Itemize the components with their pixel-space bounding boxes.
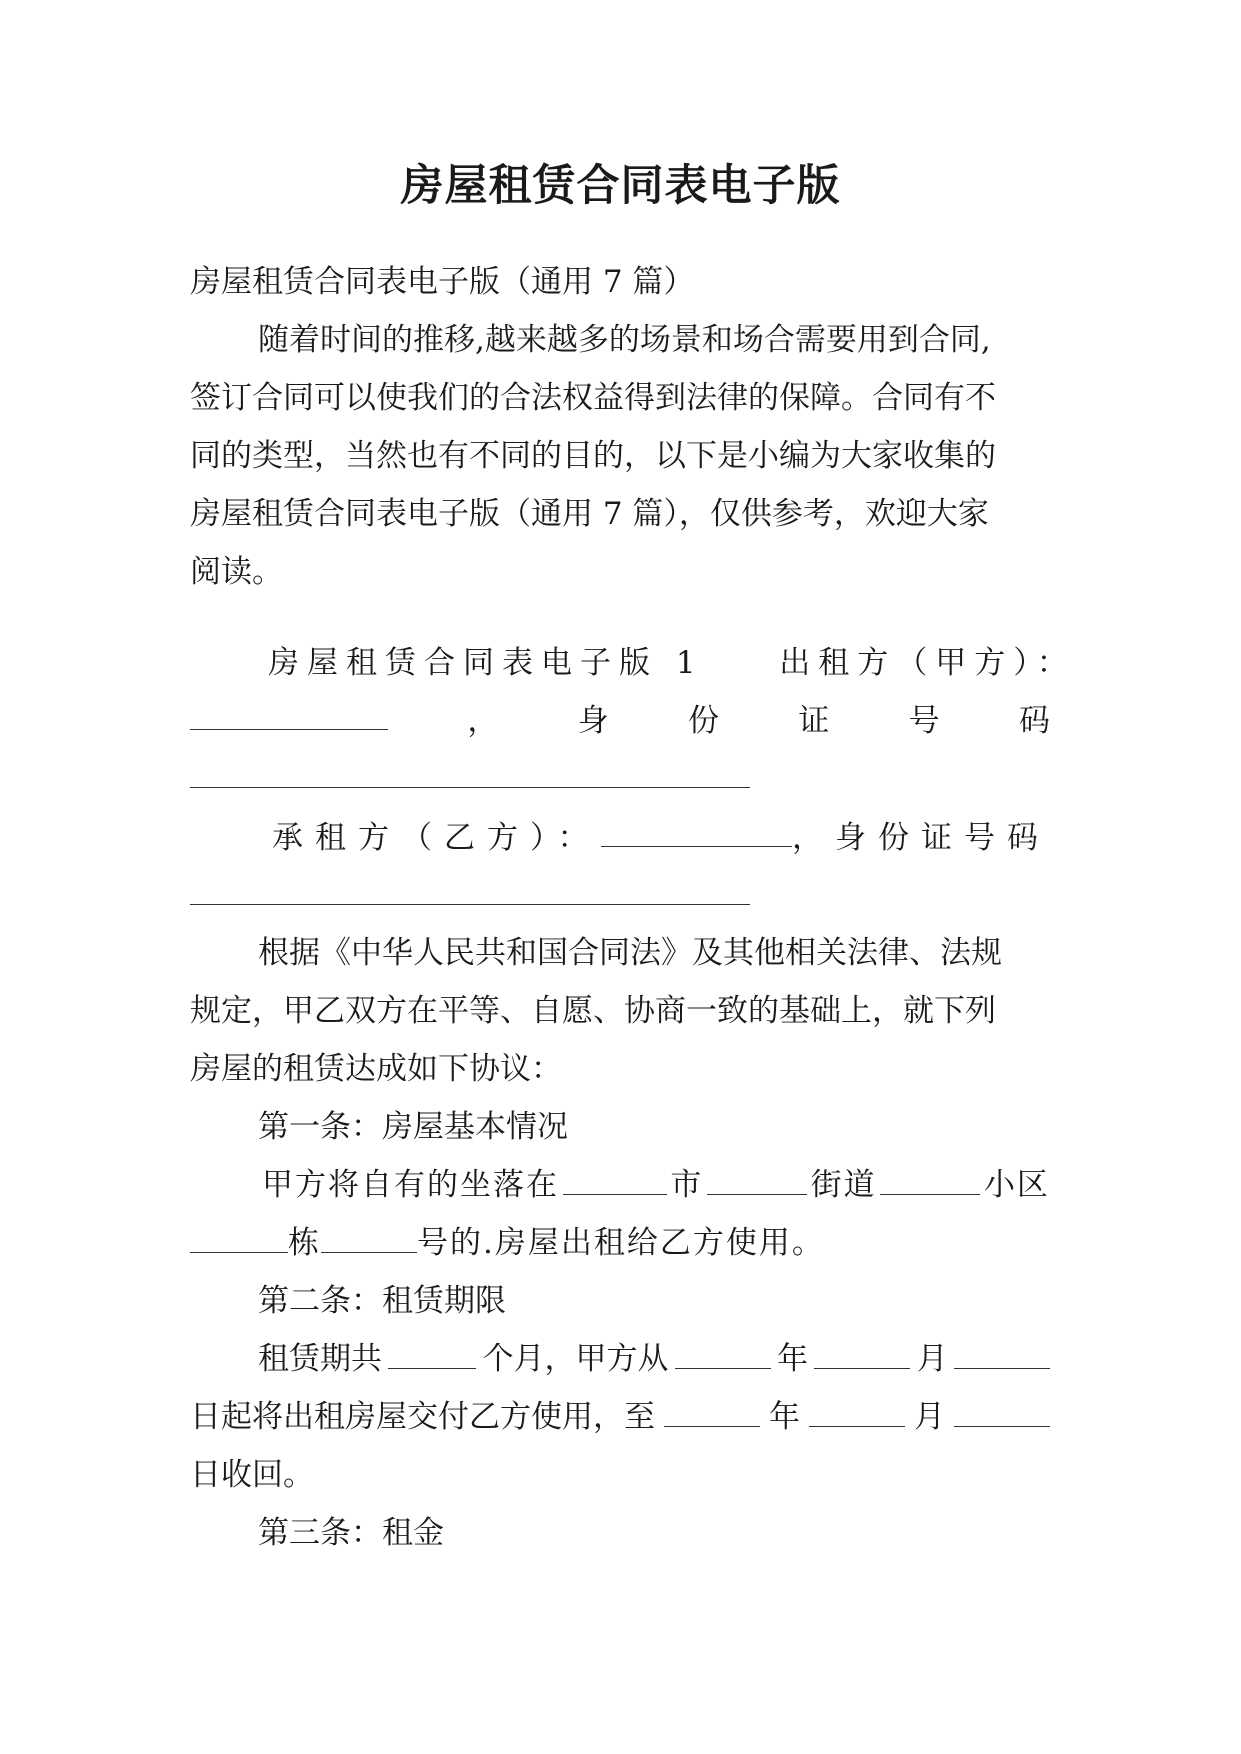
article1-line-2 <box>190 1223 1050 1263</box>
lessee-id-blank[interactable] <box>190 904 750 905</box>
end-year-blank[interactable] <box>664 1398 760 1427</box>
street-label: 街道 <box>810 1167 877 1203</box>
id-char-2: 份 <box>687 703 719 739</box>
lessor-id-line <box>190 701 1050 741</box>
start-year-label: 年 <box>777 1341 809 1377</box>
article2-title: 第二条：租赁期限 <box>258 1283 506 1319</box>
end-month-blank[interactable] <box>809 1398 905 1427</box>
end-day-blank[interactable] <box>954 1398 1050 1427</box>
lessor-label: 出租方（甲方）： <box>779 645 1076 681</box>
article1-title: 第一条：房屋基本情况 <box>258 1109 568 1145</box>
contract-heading-line <box>268 643 1076 683</box>
basis-line-2: 规定，甲乙双方在平等、自愿、协商一致的基础上，就下列 <box>190 993 996 1029</box>
basis-line-3: 房屋的租赁达成如下协议： <box>190 1051 562 1087</box>
lessor-id-blank[interactable] <box>190 787 750 788</box>
article3-title: 第三条：租金 <box>258 1515 444 1551</box>
id-char-4: 号 <box>908 703 940 739</box>
building-label: 栋 <box>288 1225 321 1261</box>
id-char-1: 身 <box>577 703 609 739</box>
article1-rest: 号的.房屋出租给乙方使用。 <box>417 1225 825 1261</box>
lessor-name-blank[interactable] <box>190 701 388 730</box>
article2-line-2 <box>190 1397 1050 1437</box>
basis-line-1: 根据《中华人民共和国合同法》及其他相关法律、法规 <box>258 935 1002 971</box>
start-month-label: 月 <box>916 1341 948 1377</box>
article1-location-prefix: 甲方将自有的坐落在 <box>262 1167 559 1203</box>
building-blank[interactable] <box>190 1224 288 1253</box>
lessee-id-label: ，身份证号码 <box>792 820 1050 856</box>
period-prefix: 租赁期共 <box>258 1341 382 1377</box>
end-month-label: 月 <box>914 1399 945 1435</box>
start-year-blank[interactable] <box>675 1340 771 1369</box>
months-blank[interactable] <box>388 1340 476 1369</box>
street-blank[interactable] <box>707 1166 807 1195</box>
id-char-3: 证 <box>798 703 830 739</box>
lessor-comma: ， <box>467 703 499 739</box>
intro-line-3: 同的类型，当然也有不同的目的，以下是小编为大家收集的 <box>190 438 996 474</box>
contract1-heading: 房屋租赁合同表电子版 1 <box>268 645 704 681</box>
lessee-label: 承租方（乙方）： <box>272 820 601 856</box>
intro-line-4: 房屋租赁合同表电子版（通用 7 篇），仅供参考，欢迎大家 <box>190 496 989 532</box>
end-year-label: 年 <box>769 1399 800 1435</box>
community-blank[interactable] <box>880 1166 980 1195</box>
intro-line-1: 随着时间的推移,越来越多的场景和场合需要用到合同, <box>258 322 991 358</box>
document-subtitle: 房屋租赁合同表电子版（通用 7 篇） <box>190 264 695 300</box>
community-label: 小区 <box>983 1167 1050 1203</box>
delivery-text: 日起将出租房屋交付乙方使用，至 <box>190 1399 655 1435</box>
lessee-line <box>272 818 1050 858</box>
number-blank[interactable] <box>321 1224 417 1253</box>
id-char-5: 码 <box>1018 703 1050 739</box>
article2-line-1 <box>258 1339 1050 1379</box>
intro-line-5: 阅读。 <box>190 554 283 590</box>
start-month-blank[interactable] <box>814 1340 910 1369</box>
article1-line-1 <box>262 1165 1050 1205</box>
period-suffix: 个月，甲方从 <box>482 1341 669 1377</box>
article2-line-3: 日收回。 <box>190 1457 314 1493</box>
document-title: 房屋租赁合同表电子版 <box>400 161 841 211</box>
city-label: 市 <box>670 1167 704 1203</box>
start-day-blank[interactable] <box>954 1340 1050 1369</box>
lessee-name-blank[interactable] <box>601 818 793 847</box>
city-blank[interactable] <box>563 1166 667 1195</box>
intro-line-2: 签订合同可以使我们的合法权益得到法律的保障。合同有不 <box>190 380 996 416</box>
